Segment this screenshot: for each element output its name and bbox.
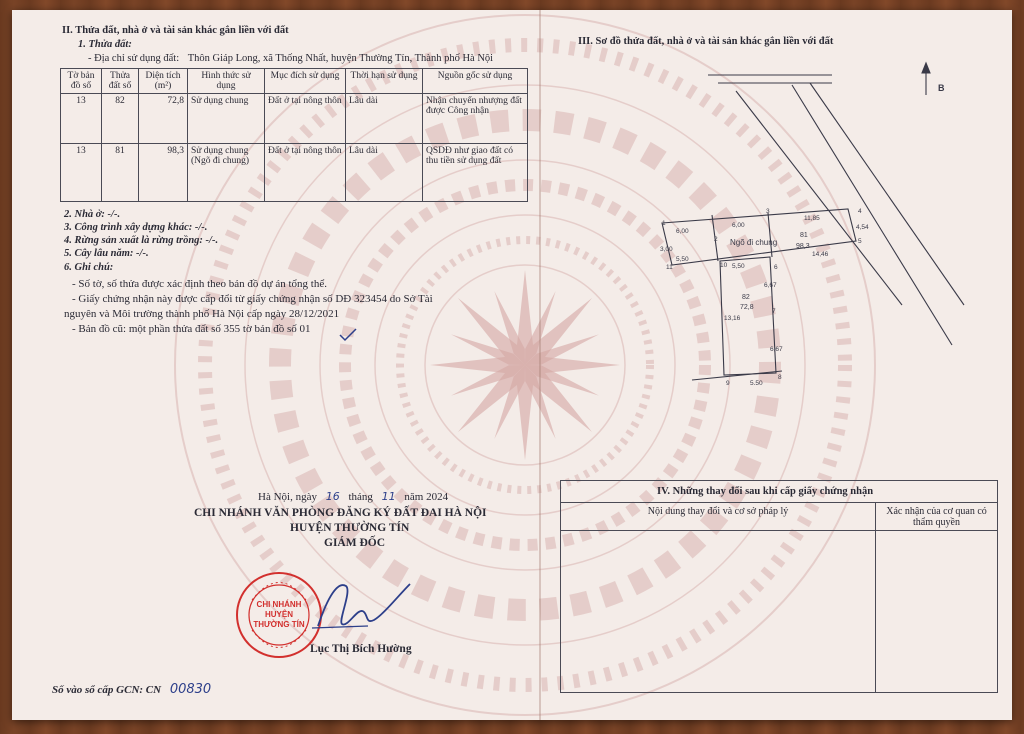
changes-empty-cell [876,531,998,693]
dimension-label: 6,67 [764,282,777,289]
cell-term: Lâu dài [346,94,423,144]
point-label: 11 [666,264,673,271]
item-other-construction: 3. Công trình xây dựng khác: -/-. [64,222,208,233]
note-line: - Số tờ, số thửa được xác định theo bản đồ dự án tổng thể. [72,278,327,290]
changes-empty-cell [561,531,876,693]
dimension-label: 6,00 [732,222,745,229]
dimension-label: 6,67 [770,346,783,353]
point-label: 4 [858,208,862,215]
point-label: 6 [774,264,778,271]
changes-title-row [561,481,998,503]
registry-number [52,682,211,698]
page-fold [539,10,541,720]
cell-lot-no: 81 [102,144,139,202]
changes-col-content: Nội dung thay đổi và cơ sở pháp lý [561,503,876,531]
header-area: Diện tích (m²) [139,69,188,94]
dimension-label: 11,85 [804,215,820,222]
changes-header-row [561,503,998,531]
lot-table [60,68,528,202]
header-origin: Nguồn gốc sử dụng [423,69,528,94]
cell-origin: QSDĐ như giao đất có thu tiền sử dụng đất [423,144,528,202]
cell-purpose: Đất ở tại nông thôn [265,144,346,202]
note-line: nguyên và Môi trường thành phố Hà Nội cấp ngày 28/12/2021 [64,308,340,320]
land-plot-diagram [632,55,992,385]
seal-line: CHI NHÁNH [256,600,302,609]
point-label: 1 [662,220,666,227]
header-lot-no: Thửa đất số [102,69,139,94]
issuer-position: GIÁM ĐỐC [324,537,386,549]
date-year: năm 2024 [404,491,449,503]
section-4-title: IV. Những thay đổi sau khi cấp giấy chứng nhận [561,481,998,503]
item-forest: 4. Rừng sản xuất là rừng trồng: -/-. [64,235,219,246]
header-use-form: Hình thức sử dụng [188,69,265,94]
cell-term: Lâu dài [346,144,423,202]
date-month: 11 [381,490,396,503]
header-term: Thời hạn sử dụng [346,69,423,94]
cell-map-sheet: 13 [61,94,102,144]
dimension-label: 5,50 [676,256,689,263]
cell-area: 98,3 [139,144,188,202]
item-notes-title: 6. Ghi chú: [64,262,114,273]
north-label: B [938,83,945,93]
address-line [88,52,493,65]
registry-value: 00830 [169,682,212,697]
issuer-district: HUYỆN THƯỜNG TÍN [290,522,410,534]
dimension-label: 5,50 [732,263,745,270]
item-house: 2. Nhà ở: -/-. [64,209,121,220]
section-2-title: II. Thửa đất, nhà ở và tài sản khác gắn liền với đất [62,25,289,36]
cell-map-sheet: 13 [61,144,102,202]
point-label: 2 [714,236,718,243]
dimension-label: 14,46 [812,251,829,258]
month-label: tháng [348,491,373,503]
table-row [61,144,528,202]
changes-col-confirm: Xác nhận của cơ quan có thẩm quyền [876,503,998,531]
date-prefix: Hà Nội, ngày [258,491,317,503]
address-label: - Địa chỉ sử dụng đất: [88,53,180,64]
issuer-org: CHI NHÁNH VĂN PHÒNG ĐĂNG KÝ ĐẤT ĐAI HÀ NỘI [194,507,487,519]
item-perennial: 5. Cây lâu năm: -/-. [64,248,149,259]
section-3-title: III. Sơ đồ thửa đất, nhà ở và tài sản khác gắn liền với đất [578,36,834,47]
point-label: 5 [858,238,862,245]
cell-lot-no: 82 [102,94,139,144]
lot-82-area: 72,8 [740,304,754,311]
dimension-label: 13,16 [724,315,741,322]
path-label: Ngõ đi chung [730,238,778,247]
sub-1-title: 1. Thửa đất: [78,39,132,50]
cell-use-form: Sử dụng chung [188,94,265,144]
cell-use-form: Sử dụng chung (Ngõ đi chung) [188,144,265,202]
header-map-sheet: Tờ bản đồ số [61,69,102,94]
address-value: Thôn Giáp Long, xã Thống Nhất, huyện Thường Tín, Thành phố Hà Nội [187,53,494,64]
dimension-label: 4,54 [856,224,869,231]
point-label: 7 [772,308,776,315]
land-certificate-page [12,10,1012,720]
signer-name: Lục Thị Bích Hường [310,643,412,655]
cell-purpose: Đất ở tại nông thôn [265,94,346,144]
point-label: 8 [778,374,782,381]
point-label: 10 [720,262,728,269]
handwritten-signature [308,576,418,636]
note-line: - Giấy chứng nhận này được cấp đổi từ giấy chứng nhận số DĐ 323454 do Sở Tài [72,293,433,305]
seal-line: HUYỆN [264,610,294,619]
checkmark-icon [338,328,358,342]
point-label: 3 [766,208,770,215]
lot-82-number: 82 [742,294,750,301]
table-row [61,94,528,144]
header-purpose: Mục đích sử dụng [265,69,346,94]
lot-81-number: 81 [800,232,808,239]
seal-line: THƯỜNG TÍN [253,620,305,629]
registry-label: Số vào sổ cấp GCN: CN [52,684,162,696]
date-day: 16 [325,490,340,503]
lot-81-area: 98,3 [796,243,810,250]
changes-empty-row [561,531,998,693]
dimension-label: 6,00 [676,228,689,235]
cell-origin: Nhận chuyển nhượng đất được Công nhận [423,94,528,144]
point-label: 9 [726,380,730,385]
cell-area: 72,8 [139,94,188,144]
dimension-label: 5,50 [750,380,763,385]
issue-date [258,490,448,505]
dimension-label: 3,00 [660,246,673,253]
note-line: - Bản đồ cũ: một phần thửa đất số 355 tờ bản đồ số 01 [72,323,311,335]
lot-table-header [61,69,528,94]
changes-table [560,480,998,693]
